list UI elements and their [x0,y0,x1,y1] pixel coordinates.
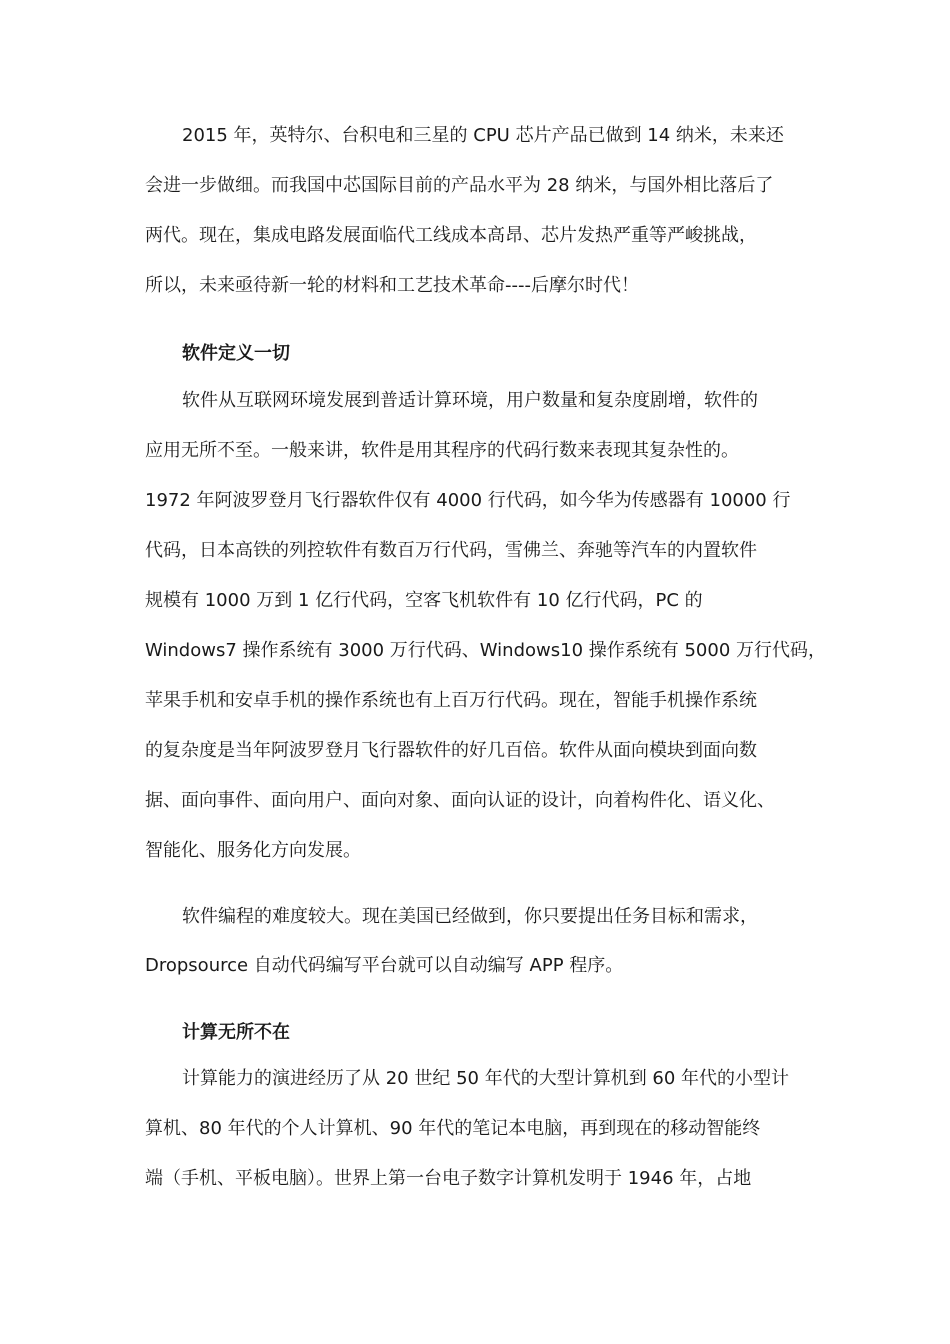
paragraph-line: 1972 年阿波罗登月飞行器软件仅有 4000 行代码，如今华为传感器有 10000 行 [145,490,791,511]
paragraph-line: 苹果手机和安卓手机的操作系统也有上百万行代码。现在，智能手机操作系统 [145,690,757,711]
paragraph-line: 规模有 1000 万到 1 亿行代码，空客飞机软件有 10 亿行代码，PC 的 [145,590,703,611]
paragraph-line: 据、面向事件、面向用户、面向对象、面向认证的设计，向着构件化、语义化、 [145,790,775,811]
paragraph-line: Dropsource 自动代码编写平台就可以自动编写 APP 程序。 [145,955,624,976]
paragraph-line: Windows7 操作系统有 3000 万行代码、Windows10 操作系统有 5000 万行代码， [145,640,827,661]
paragraph-line: 的复杂度是当年阿波罗登月飞行器软件的好几百倍。软件从面向模块到面向数 [145,740,757,761]
paragraph-line: 2015 年，英特尔、台积电和三星的 CPU 芯片产品已做到 14 纳米，未来还 [182,125,784,146]
paragraph-line: 应用无所不至。一般来讲，软件是用其程序的代码行数来表现其复杂性的。 [145,440,739,461]
paragraph-line: 端（手机、平板电脑）。世界上第一台电子数字计算机发明于 1946 年，占地 [145,1168,752,1189]
paragraph-line: 会进一步做细。而我国中芯国际目前的产品水平为 28 纳米，与国外相比落后了 [145,175,774,196]
section-heading-software: 软件定义一切 [182,343,290,364]
paragraph-line: 智能化、服务化方向发展。 [145,840,361,861]
paragraph-line: 代码，日本高铁的列控软件有数百万行代码，雪佛兰、奔驰等汽车的内置软件 [145,540,757,561]
paragraph-line: 计算能力的演进经历了从 20 世纪 50 年代的大型计算机到 60 年代的小型计 [182,1068,790,1089]
paragraph-line: 软件从互联网环境发展到普适计算环境，用户数量和复杂度剧增，软件的 [182,390,758,411]
section-heading-computing: 计算无所不在 [182,1022,290,1043]
paragraph-line: 算机、80 年代的个人计算机、90 年代的笔记本电脑，再到现在的移动智能终 [145,1118,761,1139]
paragraph-line: 软件编程的难度较大。现在美国已经做到，你只要提出任务目标和需求， [182,906,758,927]
paragraph-line: 所以，未来亟待新一轮的材料和工艺技术革命----后摩尔时代！ [145,275,639,296]
paragraph-line: 两代。现在，集成电路发展面临代工线成本高昂、芯片发热严重等严峻挑战， [145,225,757,246]
